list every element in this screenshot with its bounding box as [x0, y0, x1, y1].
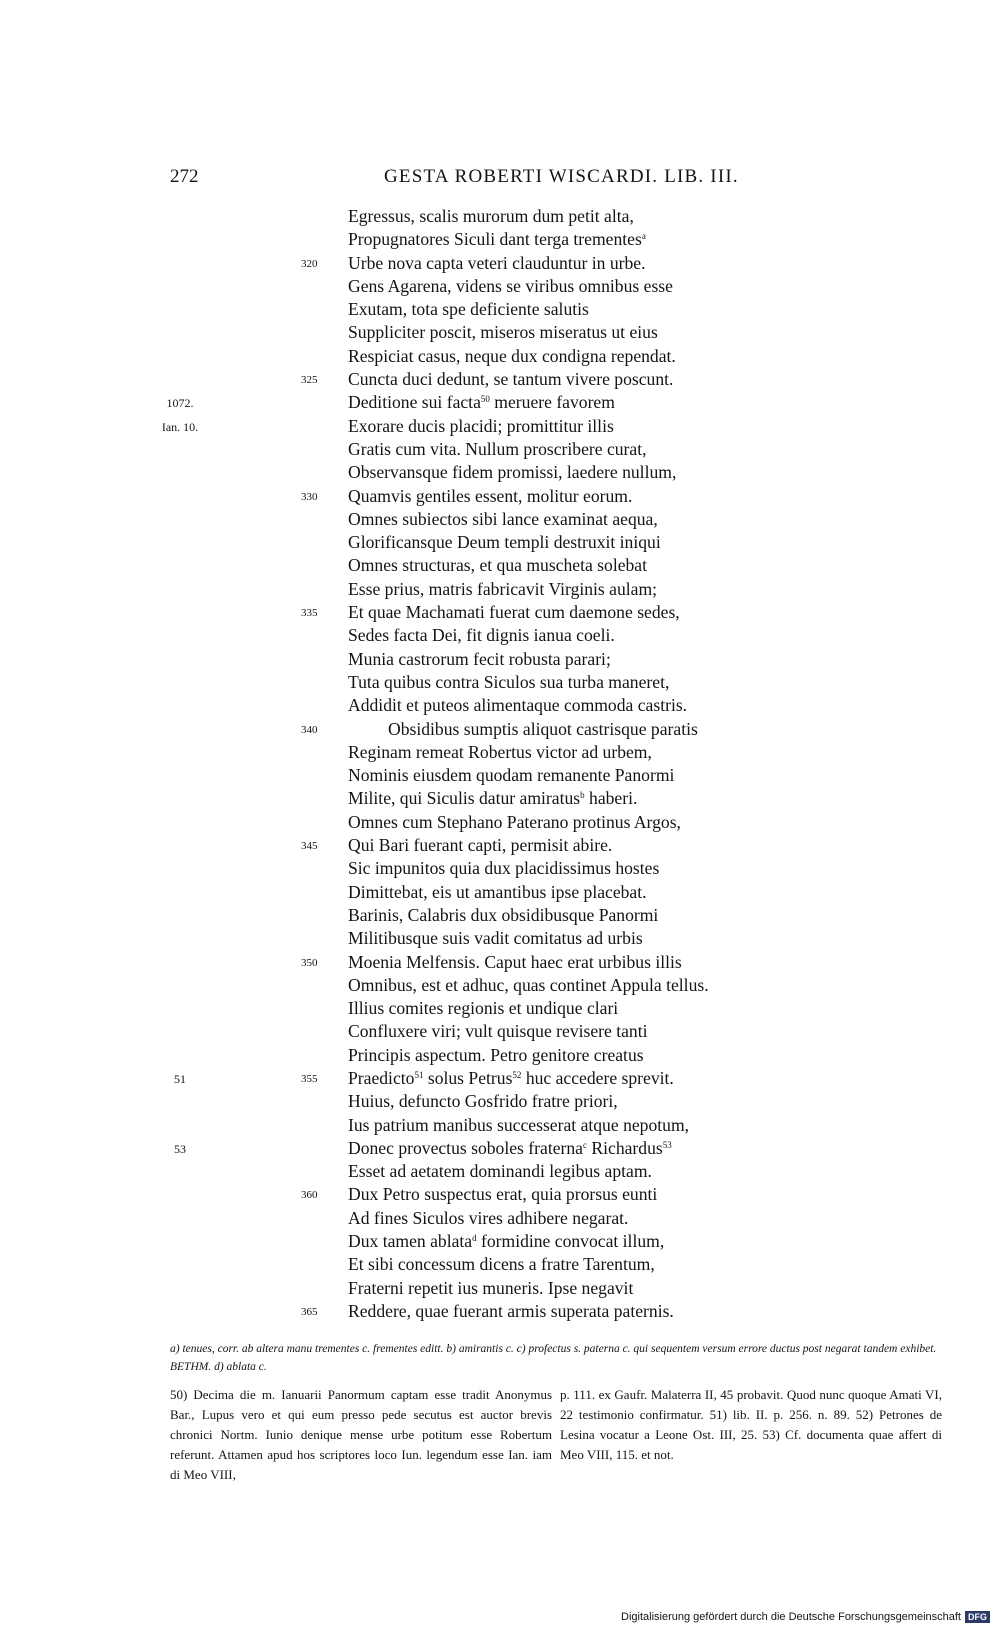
verse-text: Addidit et puteos alimentaque commoda castris.	[348, 695, 688, 716]
footer-text: Digitalisierung gefördert durch die Deutsche Forschungsgemeinschaft	[621, 1611, 961, 1623]
verse-text: Et sibi concessum dicens a fratre Tarentum,	[348, 1254, 655, 1275]
verse-text: Et quae Machamati fuerat cum daemone sedes,	[348, 602, 680, 623]
verse-line	[348, 345, 948, 368]
verse-line	[301, 485, 948, 508]
verse-text: Exutam, tota spe deficiente salutis	[348, 299, 589, 320]
line-number: 335	[301, 607, 318, 620]
verse-line	[348, 624, 948, 647]
verse-line	[348, 275, 948, 298]
footnotes-left: 50) Decima die m. Ianuarii Panormum captam esse tradit Anonymus Bar., Lupus vero et qui eum presso pede secutus est auctor brevis chronici Nortm. Iunio denique mense urbe potitum esse Robertum referunt. Attamen apud hos scriptores loco Iun. legendum esse Ian. iam di Meo VIII,	[170, 1387, 552, 1482]
verse-line	[348, 1230, 948, 1253]
verse-line	[348, 578, 948, 601]
footnote-marker: 52	[512, 1069, 522, 1080]
verse-text: Tuta quibus contra Siculos sua turba maneret,	[348, 671, 670, 692]
margin-note: Ian. 10.	[161, 419, 199, 434]
verse-line	[348, 811, 948, 834]
footnote-marker: 50	[480, 394, 490, 405]
verse-line	[348, 298, 948, 321]
verse-text: Reginam remeat Robertus victor ad urbem,	[348, 741, 652, 762]
verse-line	[301, 368, 948, 391]
verse-line	[348, 1207, 948, 1230]
verse-text: Egressus, scalis murorum dum petit alta,	[348, 206, 634, 226]
verse-text: Illius comites regionis et undique clari	[348, 998, 619, 1019]
line-number: 355	[301, 1072, 318, 1085]
verse-line	[348, 205, 948, 228]
verse-line	[348, 461, 948, 484]
verse-text: Dimittebat, eis ut amantibus ipse placebat.	[348, 881, 647, 902]
verse-text: Propugnatores Siculi dant terga trementes$^a$	[348, 229, 646, 250]
verse-line	[348, 438, 948, 461]
verse-text: Exorare ducis placidi; promittitur illis	[348, 415, 614, 436]
verse-line	[348, 1020, 948, 1043]
verse-text: Fraterni repetit ius muneris. Ipse negavit	[348, 1277, 634, 1298]
verse-line	[301, 1300, 948, 1323]
verse-text: Suppliciter poscit, miseros miseratus ut eius	[348, 322, 658, 343]
verse-text: Omnes structuras, et qua muscheta solebat	[348, 555, 648, 576]
verse-line	[348, 694, 948, 717]
verse-text: Confluxere viri; vult quisque revisere tanti	[348, 1021, 648, 1042]
verse-text: Moenia Melfensis. Caput haec erat urbibus illis	[348, 951, 682, 972]
verse-line	[301, 834, 948, 857]
verse-line	[348, 321, 948, 344]
verse-text: Principis aspectum. Petro genitore creatus	[348, 1044, 644, 1065]
footnote-marker: a	[641, 231, 646, 242]
verse-line	[348, 648, 948, 671]
footnote-marker: 51	[414, 1069, 424, 1080]
verse-text: Qui Bari fuerant capti, permisit abire.	[348, 835, 613, 856]
verse-line	[348, 1160, 948, 1183]
verse-text: Dux tamen ablata$^d$ formidine convocat illum,	[348, 1231, 665, 1252]
verse-text: Munia castrorum fecit robusta parari;	[348, 648, 611, 669]
verse-line	[348, 881, 948, 904]
verse-line	[348, 997, 948, 1020]
verse-text: Cuncta duci dedunt, se tantum vivere poscunt.	[348, 369, 674, 390]
verse-text: Nominis eiusdem quodam remanente Panormi	[348, 765, 675, 786]
verse-text: Observansque fidem promissi, laedere nullum,	[348, 462, 677, 483]
verse-text: Ad fines Siculos vires adhibere negarat.	[348, 1207, 629, 1228]
verse-line	[348, 531, 948, 554]
verse-line	[348, 787, 948, 810]
verse-text: Omnibus, est et adhuc, quas continet Appula tellus.	[348, 974, 709, 995]
verse-line	[348, 764, 948, 787]
verse-line	[301, 718, 948, 741]
line-number: 345	[301, 840, 318, 853]
verse-line	[348, 974, 948, 997]
verse-block	[161, 205, 948, 1323]
verse-line	[348, 228, 948, 251]
line-number: 350	[301, 956, 318, 969]
verse-text: Reddere, quae fuerant armis superata paternis.	[348, 1300, 674, 1321]
verse-text: Quamvis gentiles essent, molitur eorum.	[348, 485, 633, 506]
verse-line	[348, 1277, 948, 1300]
margin-note: 51	[174, 1071, 186, 1086]
verse-text: Glorificansque Deum templi destruxit iniqui	[348, 532, 661, 553]
verse-line	[348, 904, 948, 927]
footnotes-right: p. 111. ex Gaufr. Malaterra II, 45 probavit. Quod nunc quoque Amati VI, 22 testimonio confirmatur. 51) lib. II. p. 256. n. 89. 52) Petrones de Lesina vocatur a Leone Ost. III, 25. 53) Cf. documenta quae affert di Meo VIII, 115. et not.	[560, 1387, 942, 1462]
verse-text: Sic impunitos quia dux placidissimus hostes	[348, 858, 660, 879]
verse-line	[166, 391, 948, 414]
footnote-marker: 53	[662, 1139, 672, 1150]
verse-text: Deditione sui facta$^{50}$ meruere favorem	[348, 392, 615, 413]
verse-text: Sedes facta Dei, fit dignis ianua coeli.	[348, 625, 615, 646]
verse-line	[174, 1137, 948, 1160]
verse-line	[301, 252, 948, 275]
verse-line	[348, 554, 948, 577]
verse-line	[301, 601, 948, 624]
verse-line	[161, 415, 948, 438]
verse-line	[301, 951, 948, 974]
verse-line	[348, 1114, 948, 1137]
verse-text: Donec provectus soboles fraterna$^c$ Richardus$^{53}$	[348, 1137, 672, 1158]
verse-text: Gratis cum vita. Nullum proscribere curat,	[348, 438, 647, 459]
verse-text: Obsidibus sumptis aliquot castrisque paratis	[388, 718, 698, 739]
page-number: 272	[170, 166, 199, 187]
verse-line	[348, 1253, 948, 1276]
verse-text: Esse prius, matris fabricavit Virginis aulam;	[348, 578, 658, 599]
verse-line	[348, 927, 948, 950]
verse-line	[348, 1044, 948, 1067]
verse-line	[348, 671, 948, 694]
verse-text: Barinis, Calabris dux obsidibusque Panormi	[348, 904, 659, 925]
verse-text: Ius patrium manibus successerat atque nepotum,	[348, 1114, 690, 1135]
verse-line	[301, 1183, 948, 1206]
footer-credit	[621, 1611, 990, 1623]
footnote-marker: b	[580, 790, 585, 801]
line-number: 325	[301, 374, 318, 387]
verse-text: Respiciat casus, neque dux condigna rependat.	[348, 345, 676, 366]
verse-text: Dux Petro suspectus erat, quia prorsus eunti	[348, 1184, 658, 1205]
dfg-logo: DFG	[965, 1611, 990, 1623]
margin-note: 53	[174, 1141, 186, 1156]
verse-line	[174, 1067, 948, 1090]
verse-text: Militibusque suis vadit comitatus ad urbis	[348, 928, 643, 949]
verse-line	[348, 741, 948, 764]
verse-text: Omnes subiectos sibi lance examinat aequa,	[348, 508, 658, 529]
running-head: GESTA ROBERTI WISCARDI. LIB. III.	[384, 166, 739, 187]
line-number: 360	[301, 1189, 318, 1202]
line-number: 340	[301, 723, 318, 736]
verse-text: Gens Agarena, videns se viribus omnibus esse	[348, 275, 673, 296]
verse-line	[348, 1090, 948, 1113]
verse-text: Omnes cum Stephano Paterano protinus Argos,	[348, 811, 681, 832]
footnote-marker: c	[582, 1139, 587, 1150]
line-number: 320	[301, 257, 318, 270]
apparatus-notes: a) tenues, corr. ab altera manu trementes c. frementes editt. b) amirantis c. c) profectus s. paterna c. qui sequentem versum errore ductus post negarat tandem exhibet. BETHM. d) ablata c.	[170, 1343, 937, 1373]
footnote-marker: d	[472, 1233, 477, 1244]
verse-text: Urbe nova capta veteri clauduntur in urbe.	[348, 252, 646, 273]
line-number: 365	[301, 1305, 318, 1318]
verse-text: Praedicto$^{51}$ solus Petrus$^{52}$ huc accedere sprevit.	[348, 1067, 674, 1088]
verse-line	[348, 508, 948, 531]
verse-text: Milite, qui Siculis datur amiratus$^b$ haberi.	[348, 788, 638, 809]
verse-text: Huius, defuncto Gosfrido fratre priori,	[348, 1091, 618, 1112]
margin-note: 1072.	[166, 396, 194, 411]
line-number: 330	[301, 490, 318, 503]
verse-text: Esset ad aetatem dominandi legibus aptam.	[348, 1161, 652, 1182]
verse-line	[348, 857, 948, 880]
